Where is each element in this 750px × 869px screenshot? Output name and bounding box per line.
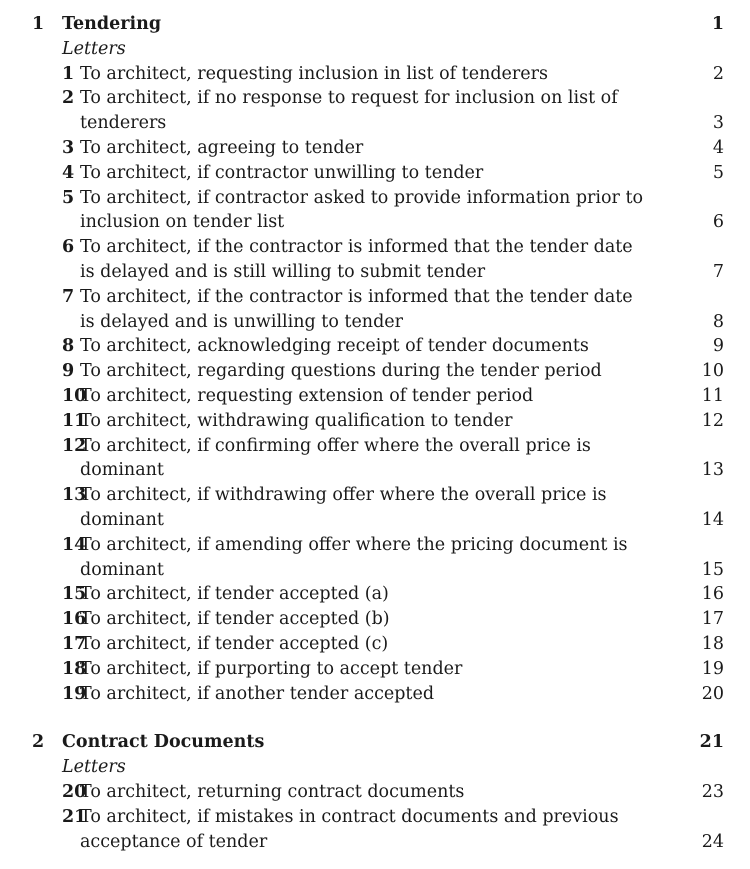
entry-page: 16	[701, 584, 724, 605]
entry-number: 20	[62, 781, 87, 802]
entry-number: 2	[62, 88, 75, 109]
entry-number: 18	[62, 658, 87, 679]
toc-entry	[32, 582, 724, 607]
entry-title: To architect, if tender accepted (c)	[80, 633, 389, 654]
chapter-heading	[32, 730, 724, 755]
entry-number: 17	[62, 633, 87, 654]
entry-number: 7	[62, 286, 75, 307]
entry-title: To architect, if tender accepted (b)	[80, 609, 390, 630]
entry-page: 8	[712, 311, 724, 332]
entry-title: To architect, requesting inclusion in list of tenderers	[80, 63, 548, 84]
entry-title: To architect, if no response to request for inclusion on list of tenderers	[80, 88, 618, 134]
entry-title: To architect, withdrawing qualification to tender	[80, 410, 513, 431]
entry-number: 12	[62, 435, 87, 456]
entry-page: 12	[701, 410, 724, 431]
entry-number: 21	[62, 806, 87, 827]
toc-entry	[32, 682, 724, 707]
toc-entry	[32, 136, 724, 161]
chapter-page: 21	[699, 732, 724, 753]
toc-entry	[32, 657, 724, 682]
toc-entry	[32, 334, 724, 359]
entry-page: 15	[701, 559, 724, 580]
chapter-heading	[32, 12, 724, 37]
chapter-title: Contract Documents	[62, 732, 265, 753]
entry-page: 19	[701, 658, 724, 679]
entry-page: 6	[712, 212, 724, 233]
entry-page: 20	[701, 683, 724, 704]
toc-entry	[32, 607, 724, 632]
entry-page: 14	[701, 509, 724, 530]
entry-number: 19	[62, 683, 87, 704]
entry-number: 6	[62, 237, 75, 258]
toc-entry	[32, 780, 724, 805]
entry-title: To architect, if contractor asked to provide information prior to inclusion on tender list	[80, 187, 644, 233]
entry-page: 5	[712, 162, 724, 183]
entry-title: To architect, acknowledging receipt of tender documents	[80, 336, 589, 357]
toc-entry	[32, 434, 724, 484]
entry-number: 11	[62, 410, 87, 431]
toc-entry	[32, 235, 724, 285]
entry-title: To architect, if withdrawing offer where the overall price is dominant	[80, 485, 607, 530]
toc-entry	[32, 632, 724, 657]
chapter-title: Tendering	[62, 14, 162, 34]
entry-page: 13	[701, 460, 724, 481]
entry-page: 18	[701, 633, 724, 654]
entry-page: 9	[712, 336, 724, 357]
chapter-page: 1	[711, 14, 724, 34]
entry-title: To architect, regarding questions during the tender period	[80, 361, 602, 382]
entry-title: To architect, if another tender accepted	[80, 683, 435, 704]
toc-entry	[32, 161, 724, 186]
chapter-tendering	[32, 12, 724, 706]
chapter-contract-documents	[32, 730, 724, 854]
entry-number: 9	[62, 361, 75, 382]
entry-page: 17	[701, 609, 724, 630]
entry-number: 3	[62, 137, 75, 158]
entry-number: 10	[62, 385, 87, 406]
entry-title: To architect, agreeing to tender	[80, 137, 364, 158]
entry-title: To architect, if confirming offer where the overall price is dominant	[80, 435, 591, 481]
toc-entry	[32, 409, 724, 434]
entry-number: 8	[62, 336, 75, 357]
entry-number: 13	[62, 485, 87, 506]
entry-title: To architect, if tender accepted (a)	[80, 584, 389, 605]
toc-entry	[32, 359, 724, 384]
entry-number: 5	[62, 187, 75, 208]
entry-title: To architect, if mistakes in contract documents and previous acceptance of tender	[80, 806, 619, 852]
entry-number: 4	[62, 162, 75, 183]
toc-entry	[32, 533, 724, 583]
entry-page: 10	[701, 361, 724, 382]
section-label: Letters	[62, 38, 126, 59]
toc-entry	[32, 186, 724, 236]
entry-title: To architect, if amending offer where the pricing document is dominant	[80, 534, 628, 580]
entry-title: To architect, if contractor unwilling to tender	[80, 162, 484, 183]
chapter-number: 2	[32, 732, 45, 753]
entry-page: 3	[712, 113, 724, 134]
entry-title: To architect, returning contract documents	[80, 781, 465, 802]
entry-page: 7	[712, 261, 724, 282]
toc-entry	[32, 805, 724, 855]
chapter-number: 1	[32, 14, 45, 34]
entry-title: To architect, if the contractor is informed that the tender date is delayed and is unwilling to tender	[80, 286, 633, 332]
entry-title: To architect, if the contractor is informed that the tender date is delayed and is still willing to submit tender	[80, 237, 633, 282]
entry-page: 11	[701, 385, 724, 406]
toc-entry	[32, 483, 724, 533]
entry-title: To architect, requesting extension of tender period	[80, 385, 534, 406]
toc-entry	[32, 62, 724, 87]
entry-page: 2	[712, 63, 724, 84]
entry-page: 24	[701, 831, 724, 852]
section-label: Letters	[62, 757, 126, 778]
entry-number: 15	[62, 584, 87, 605]
entry-title: To architect, if purporting to accept tender	[80, 658, 463, 679]
entry-number: 16	[62, 609, 87, 630]
entry-number: 14	[62, 534, 87, 555]
toc-entry	[32, 285, 724, 335]
entry-page: 23	[701, 781, 724, 802]
entry-number: 1	[62, 63, 75, 84]
entry-page: 4	[712, 137, 724, 158]
toc-entry	[32, 86, 724, 136]
toc-entry	[32, 384, 724, 409]
